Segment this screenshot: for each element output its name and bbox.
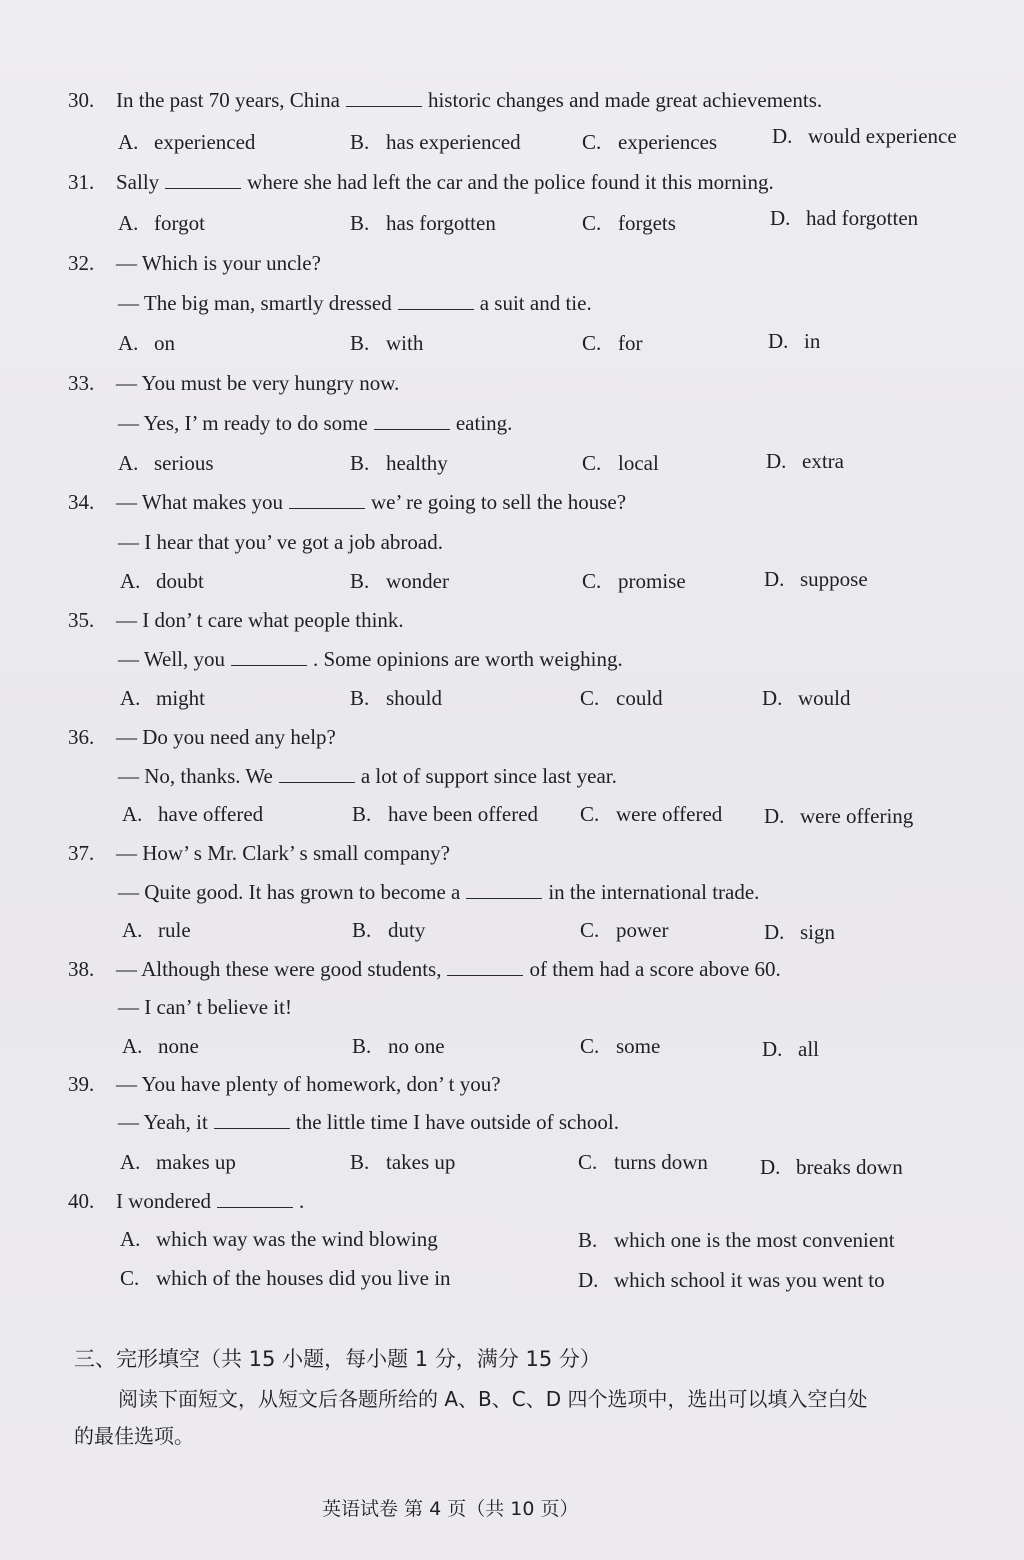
question-number: 32. <box>68 251 95 275</box>
option-a: A. none <box>122 1034 199 1058</box>
question-number: 35. <box>68 608 95 632</box>
option-b: B. duty <box>352 918 426 942</box>
option-b: B. has forgotten <box>350 211 496 235</box>
section-instructions-line1: 阅读下面短文，从短文后各题所给的 A、B、C、D 四个选项中，选出可以填入空白处 <box>118 1387 868 1411</box>
question-number: 31. <box>68 170 95 194</box>
dialogue-line: — Yeah, it the little time I have outside of school. <box>118 1110 619 1134</box>
option-a: A. doubt <box>120 569 204 593</box>
option-b: B. have been offered <box>352 802 539 826</box>
answer-blank <box>279 766 355 783</box>
answer-blank <box>398 293 474 310</box>
option-b: B. should <box>350 686 443 710</box>
option-c: C. forgets <box>582 211 676 235</box>
option-a: A. forgot <box>118 211 205 235</box>
answer-blank <box>214 1112 290 1129</box>
question-number: 37. <box>68 841 95 865</box>
option-b: B. healthy <box>350 451 448 475</box>
question-stem: In the past 70 years, China <box>116 88 340 112</box>
option-c: C. power <box>580 918 669 942</box>
option-b: B. with <box>350 331 424 355</box>
answer-blank <box>165 172 241 189</box>
option-a: A. rule <box>122 918 191 942</box>
question-34 <box>68 490 626 515</box>
option-b: B. no one <box>352 1034 445 1058</box>
question-number: 38. <box>68 957 95 981</box>
question-30 <box>68 88 822 113</box>
option-a: A. makes up <box>120 1150 236 1174</box>
option-c: C. local <box>582 451 659 475</box>
option-a: A. experienced <box>118 130 256 154</box>
option-d: D. would <box>762 686 851 710</box>
option-a: A. might <box>120 686 206 710</box>
question-38 <box>68 957 781 982</box>
option-d: D. suppose <box>764 567 868 591</box>
dialogue-line: — I can’ t believe it! <box>118 995 292 1019</box>
question-stem: — Although these were good students, <box>116 957 442 981</box>
option-d: D. in <box>768 329 821 353</box>
question-stem: Sally <box>116 170 160 194</box>
answer-blank <box>231 649 307 666</box>
option-c: C. for <box>582 331 643 355</box>
option-d: D. which school it was you went to <box>578 1268 885 1292</box>
question-number: 33. <box>68 371 95 395</box>
question-32 <box>68 251 321 276</box>
question-39 <box>68 1072 501 1097</box>
page-footer: 英语试卷 第 4 页（共 10 页） <box>322 1498 579 1520</box>
answer-blank <box>447 959 523 976</box>
question-35 <box>68 608 404 633</box>
option-d: D. breaks down <box>760 1155 903 1179</box>
question-stem-cont: historic changes and made great achievements. <box>427 88 823 112</box>
question-number: 40. <box>68 1189 95 1213</box>
dialogue-line: — Quite good. It has grown to become a in the international trade. <box>118 880 760 904</box>
option-d: D. extra <box>766 449 844 473</box>
answer-blank <box>466 882 542 899</box>
question-40 <box>68 1189 304 1214</box>
answer-blank <box>289 492 365 509</box>
answer-blank <box>374 413 450 430</box>
option-d: D. would experience <box>772 124 957 148</box>
question-stem-cont: where she had left the car and the police found it this morning. <box>247 170 774 194</box>
option-c: C. could <box>580 686 663 710</box>
option-c: C. promise <box>582 569 686 593</box>
dialogue-line: — The big man, smartly dressed a suit and tie. <box>118 291 592 315</box>
option-b: B. which one is the most convenient <box>578 1228 895 1252</box>
question-stem-cont: . <box>299 1189 305 1213</box>
question-36 <box>68 725 336 750</box>
option-a: A. serious <box>118 451 214 475</box>
option-c: C. which of the houses did you live in <box>120 1266 451 1290</box>
option-b: B. has experienced <box>350 130 521 154</box>
question-stem: — You must be very hungry now. <box>116 371 400 395</box>
option-d: D. all <box>762 1037 819 1061</box>
section-instructions-line2: 的最佳选项。 <box>74 1424 194 1448</box>
option-d: D. were offering <box>764 804 914 828</box>
option-a: A. have offered <box>122 802 264 826</box>
question-number: 39. <box>68 1072 95 1096</box>
question-stem: — How’ s Mr. Clark’ s small company? <box>116 841 451 865</box>
section-heading: 三、完形填空（共 15 小题，每小题 1 分，满分 15 分） <box>74 1347 601 1371</box>
question-stem: — I don’ t care what people think. <box>116 608 404 632</box>
question-stem: — You have plenty of homework, don’ t you? <box>116 1072 501 1096</box>
option-d: D. had forgotten <box>770 206 919 230</box>
option-d: D. sign <box>764 920 836 944</box>
option-a: A. which way was the wind blowing <box>120 1227 438 1251</box>
question-stem: I wondered <box>116 1189 212 1213</box>
question-37 <box>68 841 450 866</box>
question-31 <box>68 170 774 195</box>
dialogue-line: — I hear that you’ ve got a job abroad. <box>118 530 443 554</box>
answer-blank <box>217 1191 293 1208</box>
dialogue-line: — No, thanks. We a lot of support since last year. <box>118 764 617 788</box>
question-number: 30. <box>68 88 95 112</box>
question-stem-cont: of them had a score above 60. <box>529 957 781 981</box>
question-stem: — What makes you <box>116 490 283 514</box>
option-c: C. turns down <box>578 1150 708 1174</box>
option-c: C. some <box>580 1034 661 1058</box>
question-stem: — Do you need any help? <box>116 725 336 749</box>
question-number: 34. <box>68 490 95 514</box>
option-b: B. wonder <box>350 569 449 593</box>
dialogue-line: — Yes, I’ m ready to do some eating. <box>118 411 513 435</box>
option-a: A. on <box>118 331 175 355</box>
question-33 <box>68 371 399 396</box>
question-number: 36. <box>68 725 95 749</box>
option-c: C. experiences <box>582 130 718 154</box>
answer-blank <box>346 90 422 107</box>
option-c: C. were offered <box>580 802 723 826</box>
dialogue-line: — Well, you . Some opinions are worth weighing. <box>118 647 623 671</box>
question-stem: — Which is your uncle? <box>116 251 321 275</box>
option-b: B. takes up <box>350 1150 456 1174</box>
question-stem-cont: we’ re going to sell the house? <box>371 490 627 514</box>
